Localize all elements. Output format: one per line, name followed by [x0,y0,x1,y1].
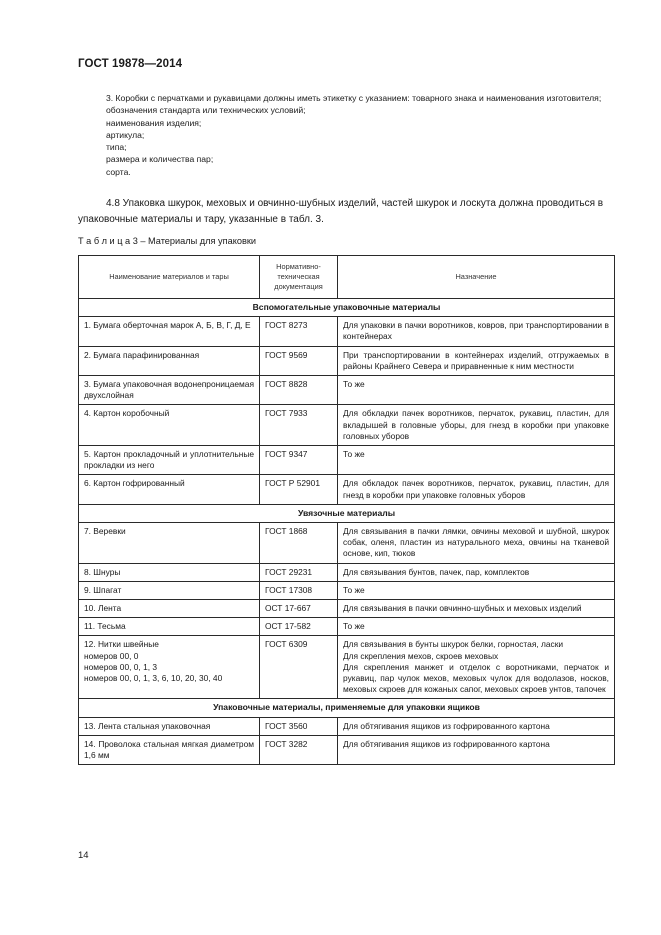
cell-name: 5. Картон прокладочный и уплотнительные прокладки из него [79,446,260,475]
table-row [79,475,615,504]
table-caption: Т а б л и ц а 3 – Материалы для упаковки [78,236,256,246]
table-row [79,735,615,764]
table-row [79,563,615,581]
table-header-row [79,256,615,299]
list-item: артикула; [106,129,145,140]
table-row [79,405,615,446]
cell-name [79,636,260,699]
cell-name: 4. Картон коробочный [79,405,260,446]
cell-purpose: Для упаковки в пачки воротников, ковров, при транспортировании в контейнерах [338,317,615,346]
cell-name-line: номеров 00, 0 [84,650,139,661]
table-row [79,581,615,599]
cell-name: 10. Лента [79,600,260,618]
cell-purpose: Для обтягивания ящиков из гофрированного картона [338,717,615,735]
cell-purpose: То же [338,446,615,475]
cell-doc: ОСТ 17-667 [260,600,338,618]
paragraph-4-8: 4.8 Упаковка шкурок, меховых и овчинно-шубных изделий, частей шкурок и лоскута должна проводиться в упаковочные материалы и тару, указанные в табл. 3. [78,198,604,225]
table-row [79,346,615,375]
page-number: 14 [78,850,89,861]
list-item: сорта. [106,166,131,177]
table-row [79,317,615,346]
cell-name-line: номеров 00, 0, 1, 3, 6, 10, 20, 30, 40 [84,673,223,684]
cell-name: 14. Проволока стальная мягкая диаметром 1,6 мм [79,735,260,764]
cell-doc: ГОСТ 3282 [260,735,338,764]
cell-purpose: То же [338,618,615,636]
cell-purpose: Для связывания бунтов, пачек, пар, комплектов [338,563,615,581]
cell-name: 3. Бумага упаковочная водонепроницаемая двухслойная [79,376,260,405]
cell-purpose: Для обкладок пачек воротников, перчаток, рукавиц, пластин, для гнезд в коробки при упаковке головных уборов [338,475,615,504]
cell-purpose: При транспортировании в контейнерах изделий, отгружаемых в районы Крайнего Севера и приравненные к ним местности [338,346,615,375]
cell-purpose: То же [338,581,615,599]
cell-name-line: номеров 00, 0, 1, 3 [84,661,158,672]
cell-name: 7. Веревки [79,523,260,564]
cell-doc: ГОСТ 7933 [260,405,338,446]
section-row [79,504,615,522]
cell-doc: ОСТ 17-582 [260,618,338,636]
table-row [79,618,615,636]
cell-purpose-line: Для скрепления манжет и отделок с воротниками, перчаток и рукавиц, пар чулок мехов, меховых чулок для водолазов, носков, меховых скроев для кожаных сапог, меховых скроев унтов, тапочек [343,661,609,695]
cell-doc: ГОСТ 8828 [260,376,338,405]
cell-name: 11. Тесьма [79,618,260,636]
cell-name-line: 12. Нитки швейные [84,639,159,650]
header-documentation: Нормативно-техническая документация [260,256,338,299]
list-item: размера и количества пар; [106,154,214,165]
cell-doc: ГОСТ Р 52901 [260,475,338,504]
cell-purpose-line: Для связывания в бунты шкурок белки, горностая, ласки [343,639,564,650]
list-item: типа; [106,142,127,153]
cell-doc: ГОСТ 9569 [260,346,338,375]
paragraph-3-intro: 3. Коробки с перчатками и рукавицами должны иметь этикетку с указанием: товарного знака и наименования изготовителя; [106,93,602,103]
cell-doc: ГОСТ 3560 [260,717,338,735]
cell-doc: ГОСТ 17308 [260,581,338,599]
table-row [79,446,615,475]
table-row [79,636,615,699]
cell-purpose: Для связывания в пачки овчинно-шубных и меховых изделий [338,600,615,618]
header-purpose: Назначение [338,256,615,299]
cell-purpose-line: Для скрепления мехов, скроев меховых [343,650,499,661]
cell-purpose: Для обкладки пачек воротников, перчаток, рукавиц, пластин, для вкладышей в головные уборы, для гнезд в коробки при упаковке головных уборов [338,405,615,446]
cell-purpose: Для связывания в пачки лямки, овчины меховой и шубной, шкурок собак, оленя, пластин из натурального меха, овчины на тканевой основе, кип, тюков [338,523,615,564]
document-header: ГОСТ 19878—2014 [78,58,183,70]
list-item: обозначения стандарта или технических условий; [106,105,306,116]
table-row [79,523,615,564]
list-item: наименования изделия; [106,117,202,128]
cell-name: 2. Бумага парафинированная [79,346,260,375]
section-title: Упаковочные материалы, применяемые для упаковки ящиков [79,699,615,717]
section-row [79,299,615,317]
cell-doc: ГОСТ 9347 [260,446,338,475]
cell-purpose: Для обтягивания ящиков из гофрированного картона [338,735,615,764]
section-row [79,699,615,717]
cell-doc: ГОСТ 6309 [260,636,338,699]
table-row [79,376,615,405]
header-material: Наименование материалов и тары [79,256,260,299]
cell-name: 9. Шпагат [79,581,260,599]
cell-doc: ГОСТ 8273 [260,317,338,346]
cell-doc: ГОСТ 1868 [260,523,338,564]
cell-purpose: То же [338,376,615,405]
cell-name: 8. Шнуры [79,563,260,581]
cell-doc: ГОСТ 29231 [260,563,338,581]
cell-name: 6. Картон гофрированный [79,475,260,504]
cell-name: 1. Бумага оберточная марок А, Б, В, Г, Д, Е [79,317,260,346]
paragraph-3 [78,92,618,178]
table-row [79,600,615,618]
cell-purpose [338,636,615,699]
packaging-materials-table [78,255,615,765]
section-title: Вспомогательные упаковочные материалы [79,299,615,317]
table-row [79,717,615,735]
cell-name: 13. Лента стальная упаковочная [79,717,260,735]
section-title: Увязочные материалы [79,504,615,522]
